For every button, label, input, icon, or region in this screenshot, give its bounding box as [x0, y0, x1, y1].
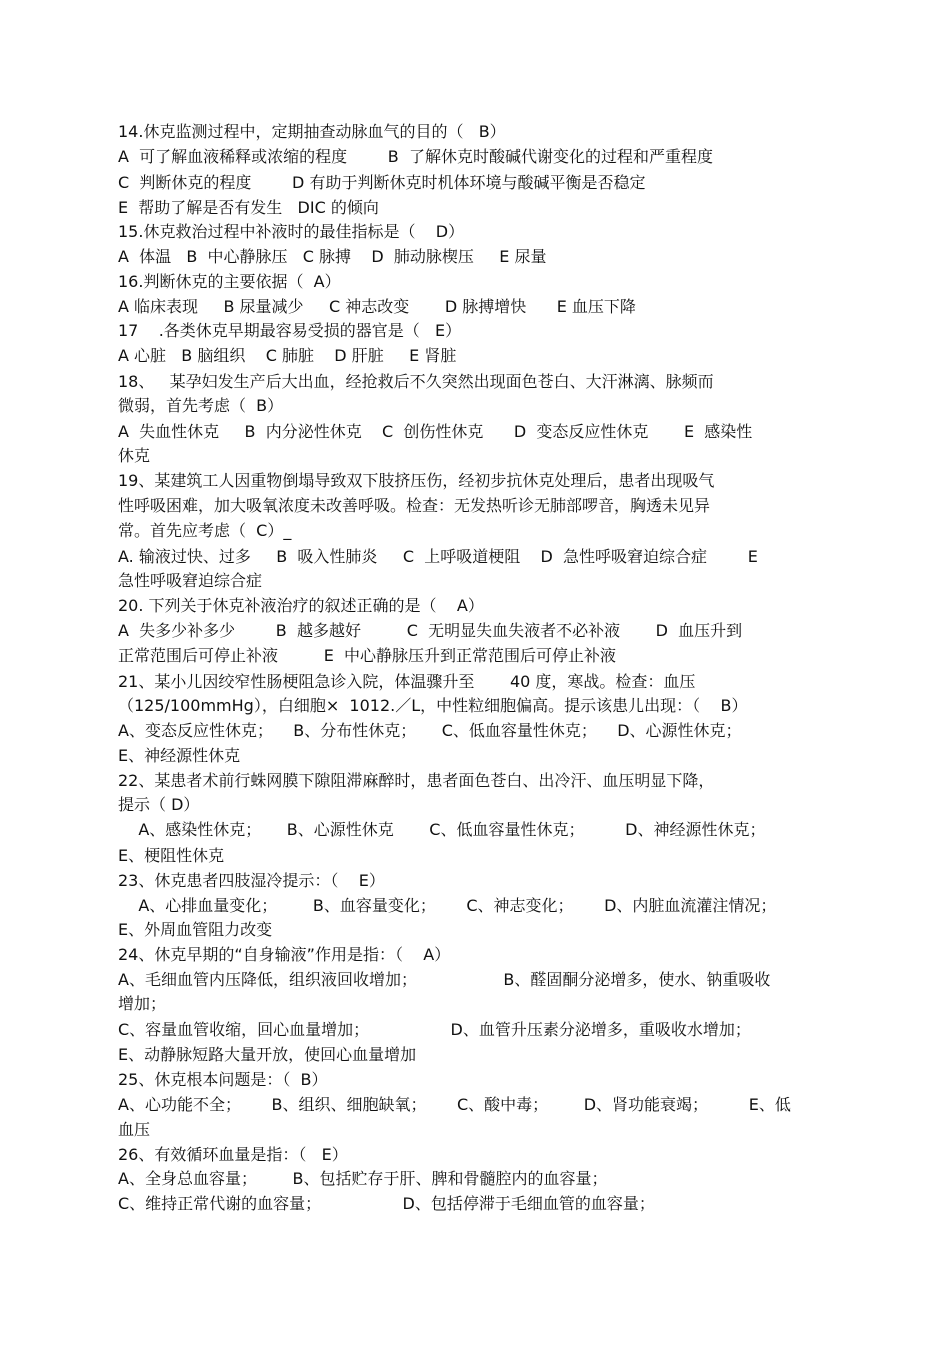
question-19-stem-line-1: 19、某建筑工人因重物倒塌导致双下肢挤压伤，经初步抗休克处理后，患者出现吸气: [118, 471, 715, 490]
question-21-options: A、变态反应性休克； B、分布性休克； C、低血容量性休克； D、心源性休克；: [118, 721, 742, 740]
question-18-options: A 失血性休克 B 内分泌性休克 C 创伤性休克 D 变态反应性休克 E 感染性: [118, 422, 753, 441]
question-24-options-a-b: A、毛细血管内压降低，组织液回收增加； B、醛固酮分泌增多，使水、钠重吸收: [118, 970, 771, 989]
question-25-options: A、心功能不全； B、组织、细胞缺氧； C、酸中毒； D、肾功能衰竭； E、低: [118, 1095, 791, 1114]
question-18-stem-line-2: 微弱，首先考虑（ B）: [118, 396, 284, 415]
question-22-stem-line-1: 22、某患者术前行蛛网膜下隙阻滞麻醉时，患者面色苍白、出冷汗、血压明显下降，: [118, 771, 715, 790]
question-14-options-c-d: C 判断休克的程度 D 有助于判断休克时机体环境与酸碱平衡是否稳定: [118, 173, 646, 192]
question-22-options: A、感染性休克； B、心源性休克 C、低血容量性休克； D、神经源性休克；: [118, 820, 766, 839]
question-19-stem-line-3: 常。首先应考虑（ C）_: [118, 521, 292, 540]
question-24-option-e: E、动静脉短路大量开放，使回心血量增加: [118, 1045, 417, 1064]
question-24-stem: 24、休克早期的“自身输液”作用是指：（ A）: [118, 945, 451, 964]
question-16-stem: 16.判断休克的主要依据（ A）: [118, 272, 341, 291]
question-26-options-c-d: C、维持正常代谢的血容量； D、包括停滞于毛细血管的血容量；: [118, 1194, 655, 1213]
question-26-stem: 26、有效循环血量是指：（ E）: [118, 1145, 348, 1164]
question-21-options-cont: E、神经源性休克: [118, 746, 241, 765]
question-21-stem-line-1: 21、某小儿因绞窄性肠梗阻急诊入院，体温骤升至 40 度，寒战。检查：血压: [118, 672, 696, 691]
question-18-stem-line-1: 18、 某孕妇发生产后大出血，经抢救后不久突然出现面色苍白、大汗淋漓、脉频而: [118, 372, 714, 391]
question-25-stem: 25、休克根本问题是：（ B）: [118, 1070, 328, 1089]
question-26-options-a-b: A、全身总血容量； B、包括贮存于肝、脾和骨髓腔内的血容量；: [118, 1169, 608, 1188]
question-14-options-a-b: A 可了解血液稀释或浓缩的程度 B 了解休克时酸碱代谢变化的过程和严重程度: [118, 147, 713, 166]
question-14-stem: 14.休克监测过程中，定期抽查动脉血气的目的（ B）: [118, 122, 506, 141]
question-16-options: A 临床表现 B 尿量减少 C 神志改变 D 脉搏增快 E 血压下降: [118, 297, 636, 316]
question-25-options-cont: 血压: [118, 1120, 151, 1139]
question-15-options: A 体温 B 中心静脉压 C 脉搏 D 肺动脉楔压 E 尿量: [118, 247, 547, 266]
question-20-options: A 失多少补多少 B 越多越好 C 无明显失血失液者不必补液 D 血压升到: [118, 621, 743, 640]
question-19-options: A. 输液过快、过多 B 吸入性肺炎 C 上呼吸道梗阻 D 急性呼吸窘迫综合症 E: [118, 547, 758, 566]
question-24-options-c-d: C、容量血管收缩，回心血量增加； D、血管升压素分泌增多，重吸收水增加；: [118, 1020, 751, 1039]
question-18-options-cont: 休克: [118, 446, 151, 465]
question-17-stem: 17 .各类休克早期最容易受损的器官是（ E）: [118, 321, 462, 340]
question-23-options-cont: E、外周血管阻力改变: [118, 920, 273, 939]
question-19-options-cont: 急性呼吸窘迫综合症: [118, 571, 263, 590]
question-17-options: A 心脏 B 脑组织 C 肺脏 D 肝脏 E 肾脏: [118, 346, 457, 365]
question-22-stem-line-2: 提示（ D）: [118, 795, 200, 814]
question-14-option-e: E 帮助了解是否有发生 DIC 的倾向: [118, 198, 379, 217]
question-15-stem: 15.休克救治过程中补液时的最佳指标是（ D）: [118, 222, 465, 241]
question-20-options-cont: 正常范围后可停止补液 E 中心静脉压升到正常范围后可停止补液: [118, 646, 617, 665]
question-21-stem-line-2: （125/100mmHg），白细胞× 1012.／L，中性粒细胞偏高。提示该患儿出现：（ B）: [118, 696, 748, 715]
question-23-stem: 23、休克患者四肢湿冷提示：（ E）: [118, 871, 385, 890]
question-23-options: A、心排血量变化； B、血容量变化； C、神志变化； D、内脏血流灌注情况；: [118, 896, 777, 915]
question-19-stem-line-2: 性呼吸困难，加大吸氧浓度未改善呼吸。检查：无发热听诊无肺部啰音，胸透未见异: [118, 496, 711, 515]
question-22-options-cont: E、梗阻性休克: [118, 846, 225, 865]
question-20-stem: 20. 下列关于休克补液治疗的叙述正确的是（ A）: [118, 596, 484, 615]
question-24-options-b-cont: 增加；: [118, 994, 167, 1013]
